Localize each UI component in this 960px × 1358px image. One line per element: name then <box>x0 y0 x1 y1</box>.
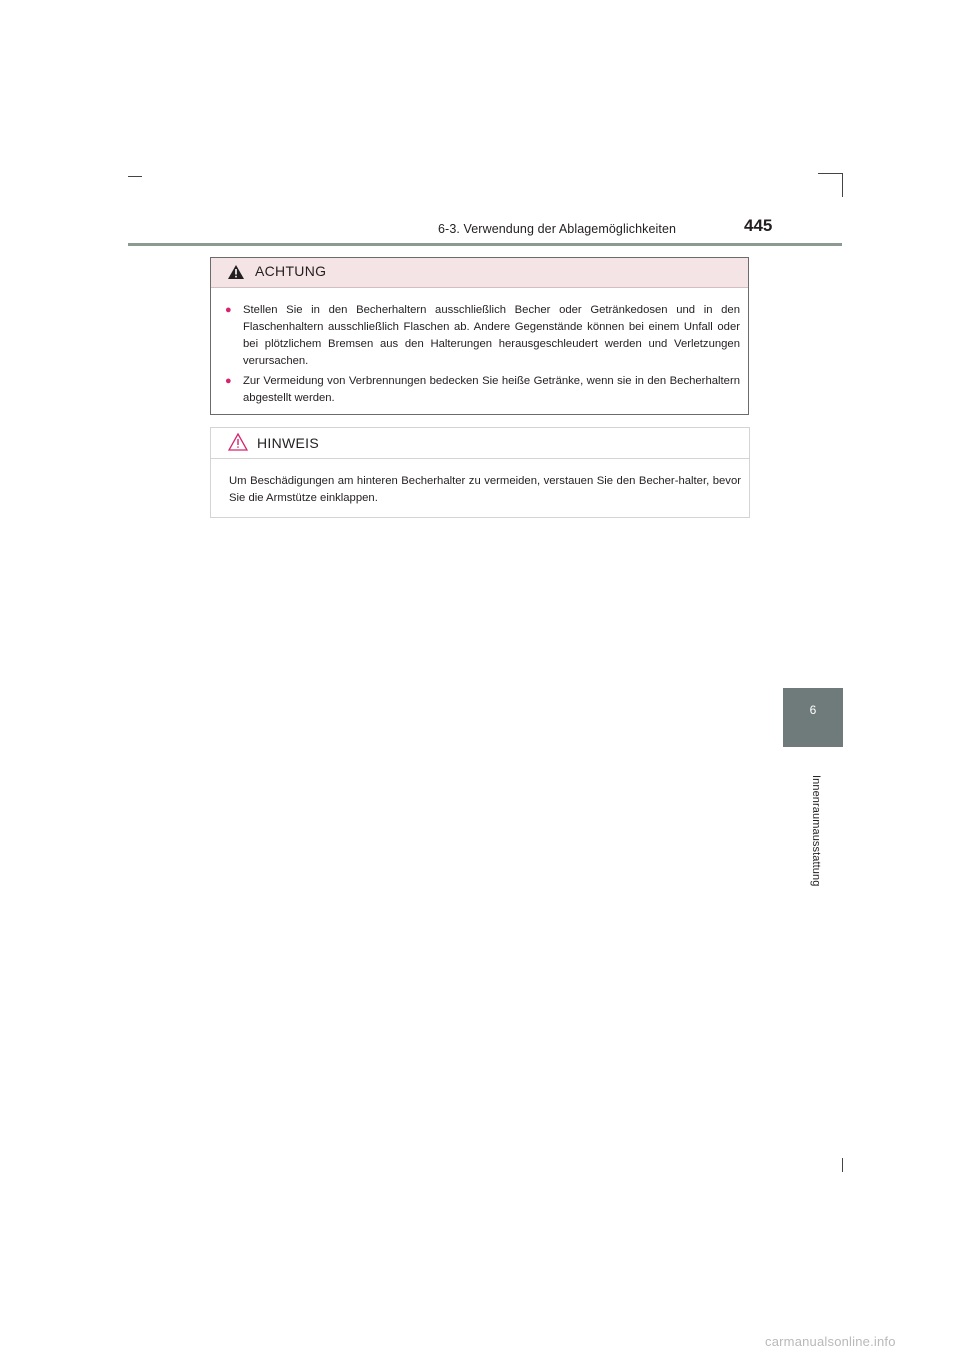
crop-mark-top-right-h <box>818 173 842 174</box>
warning-item <box>225 302 740 370</box>
crop-mark-top-left-h <box>128 176 142 177</box>
warning-item-text: Zur Vermeidung von Verbrennungen bedecken Sie heiße Getränke, wenn sie in den Becherhaltern abgestellt werden. <box>243 375 740 404</box>
bullet-dot-icon: ● <box>225 304 232 316</box>
page-number: 445 <box>744 216 773 235</box>
warning-box <box>210 257 749 415</box>
watermark: carmanualsonline.info <box>765 1334 896 1349</box>
warning-triangle-icon <box>228 265 244 284</box>
section-title: 6-3. Verwendung der Ablagemöglichkeiten <box>438 222 677 236</box>
warning-header <box>211 258 748 288</box>
notice-box <box>210 427 750 518</box>
caution-outline-triangle-icon <box>228 433 248 456</box>
header-rule <box>128 243 842 246</box>
notice-header <box>211 428 749 459</box>
chapter-number: 6 <box>809 703 817 717</box>
warning-item <box>225 373 740 407</box>
notice-text: Um Beschädigungen am hinteren Becherhalter zu vermeiden, verstauen Sie den Becher-halter, bevor Sie die Armstütze einklappen. <box>229 475 741 504</box>
warning-body <box>211 288 748 407</box>
crop-mark-bottom-right-v <box>842 1158 843 1172</box>
crop-mark-top-right-v <box>842 173 843 197</box>
notice-title: HINWEIS <box>257 435 319 451</box>
warning-item-text: Stellen Sie in den Becherhaltern ausschließlich Becher oder Getränkedosen und in den Flaschenhaltern ausschließlich Flaschen ab. Andere Gegenstände können bei einem Unfall oder bei plötzlichem Bremsen aus den Halterungen herausgeschleudert werden und Verletzungen verursachen. <box>243 304 740 367</box>
bullet-dot-icon: ● <box>225 375 232 387</box>
chapter-label: Innenraumausstattung <box>810 775 822 887</box>
warning-title: ACHTUNG <box>255 263 327 279</box>
chapter-tab <box>783 688 843 747</box>
